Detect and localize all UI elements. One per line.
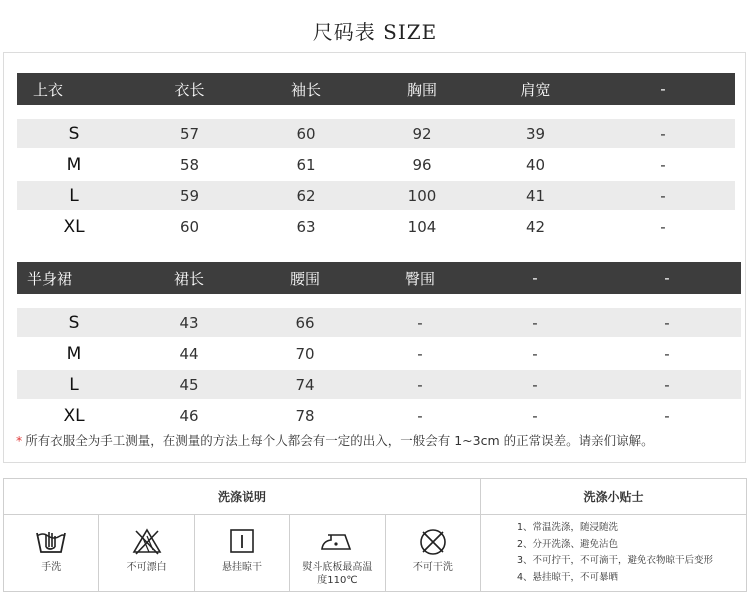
care-item-no-dry-clean — [386, 515, 480, 591]
table-row: L 45 74 - - - — [17, 370, 741, 399]
tops-header-extra: - — [591, 73, 735, 105]
tops-header-length: 衣长 — [131, 73, 248, 105]
skirt-size-table — [17, 262, 741, 430]
care-item-iron — [290, 515, 385, 591]
skirt-header-row — [17, 262, 741, 294]
table-row: M 58 61 96 40 - — [66, 154, 666, 175]
skirt-header-length: 裙长 — [131, 262, 247, 294]
tops-header-row — [17, 73, 735, 105]
list-item: 3、不可拧干，不可滴干，避免衣物晾干后变形 — [517, 555, 714, 566]
care-icons-row — [4, 515, 480, 591]
skirt-header-extra-2: - — [593, 262, 741, 294]
care-label: 熨斗底板最高温度110℃ — [302, 562, 373, 586]
tops-header-bust: 胸围 — [364, 73, 480, 105]
care-item-hang-dry — [195, 515, 290, 591]
care-label: 手洗 — [41, 562, 62, 573]
page-title: 尺码表 SIZE — [312, 20, 438, 44]
care-label: 不可干洗 — [412, 562, 453, 573]
tops-header-shoulder: 肩宽 — [480, 73, 591, 105]
list-item: 4、悬挂晾干，不可暴晒 — [517, 571, 619, 583]
table-row: XL 46 78 - - - — [63, 405, 670, 426]
table-row: XL 60 63 104 42 - — [63, 216, 666, 237]
measurement-note — [16, 431, 654, 449]
skirt-header-hip: 臀围 — [363, 262, 477, 294]
care-label: 悬挂晾干 — [222, 562, 263, 573]
table-row: S 57 60 92 39 - — [17, 119, 735, 148]
care-panel — [3, 478, 747, 592]
list-item: 2、分开洗涤、避免沾色 — [517, 538, 619, 550]
care-tips-list — [480, 515, 746, 591]
table-row: M 44 70 - - - — [66, 343, 670, 364]
hand-wash-icon — [34, 527, 68, 555]
skirt-header-waist: 腰围 — [247, 262, 363, 294]
care-label: 不可漂白 — [126, 562, 167, 573]
care-tips-title: 洗涤小贴士 — [480, 479, 746, 515]
care-item-no-bleach — [99, 515, 194, 591]
table-row: L 59 62 100 41 - — [17, 181, 735, 210]
tops-size-table — [17, 73, 735, 241]
no-dry-clean-icon — [418, 527, 448, 557]
tops-header-sleeve: 袖长 — [248, 73, 364, 105]
note-text: 所有衣服全为手工测量，在测量的方法上每个人都会有一定的出入，一般会有 1~3cm 的正常误差。请亲们谅解。 — [25, 433, 654, 448]
table-row: S 43 66 - - - — [17, 308, 741, 337]
list-item: 1、常温洗涤，随浸随洗 — [517, 522, 619, 533]
care-item-hand-wash — [4, 515, 99, 591]
skirt-header-extra-1: - — [477, 262, 593, 294]
asterisk-icon: * — [16, 433, 23, 448]
hang-dry-icon — [228, 527, 256, 555]
no-bleach-icon — [132, 527, 162, 555]
size-chart-panel — [3, 52, 746, 463]
tops-header-category: 上衣 — [17, 73, 131, 105]
care-instructions-title: 洗涤说明 — [4, 479, 480, 515]
skirt-header-category: 半身裙 — [17, 262, 131, 294]
iron-icon — [319, 527, 355, 555]
